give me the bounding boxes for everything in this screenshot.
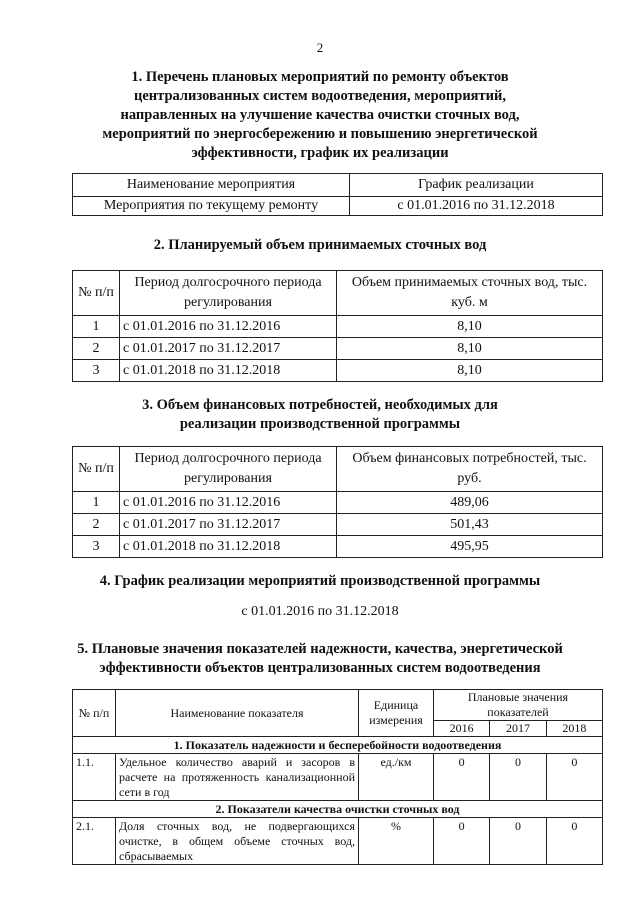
year-header: 2017 (490, 721, 546, 737)
section1-title-line: централизованных систем водоотведения, мероприятий, (134, 88, 506, 104)
header-cell: График реализации (350, 174, 603, 197)
section3-title-line: 3. Объем финансовых потребностей, необходимых для (142, 397, 498, 413)
table-cell: с 01.01.2018 по 31.12.2018 (120, 360, 337, 382)
table-cell: 3 (73, 536, 120, 558)
table-cell: с 01.01.2016 по 31.12.2018 (350, 197, 603, 216)
header-cell: Объем принимаемых сточных вод, тыс. куб. м (337, 271, 603, 316)
section5-title-line: эффективности объектов централизованных систем водоотведения (99, 660, 541, 676)
table-header-row (73, 271, 603, 316)
table-cell: 0 (546, 754, 602, 801)
group-title: 1. Показатель надежности и бесперебойности водоотведения (73, 737, 603, 754)
section3-table (72, 446, 603, 558)
table-cell: 489,06 (337, 492, 603, 514)
table-cell: 501,43 (337, 514, 603, 536)
table-row (73, 338, 603, 360)
table-cell: 0 (546, 818, 602, 865)
table-cell: 0 (434, 818, 490, 865)
year-header: 2018 (546, 721, 602, 737)
table-row (73, 754, 603, 801)
table-cell: 1.1. (73, 754, 116, 801)
header-cell: Период долгосрочного периода регулирования (120, 271, 337, 316)
header-cell: № п/п (73, 447, 120, 492)
table-cell: 0 (490, 818, 546, 865)
group-row (73, 801, 603, 818)
table-cell: 2 (73, 338, 120, 360)
table-cell: 2 (73, 514, 120, 536)
section1-title (0, 68, 640, 163)
section3-title (0, 396, 640, 434)
table-cell: 1 (73, 492, 120, 514)
header-cell: Период долгосрочного периода регулирования (120, 447, 337, 492)
table-header-row (73, 690, 603, 721)
table-cell: 2.1. (73, 818, 116, 865)
section5-title (0, 640, 640, 678)
table-header-row (73, 447, 603, 492)
section4-period: с 01.01.2016 по 31.12.2018 (241, 604, 399, 619)
table-cell: 8,10 (337, 338, 603, 360)
table-cell: % (359, 818, 434, 865)
group-row (73, 737, 603, 754)
table-cell: с 01.01.2017 по 31.12.2017 (120, 514, 337, 536)
section4-title: 4. График реализации мероприятий производственной программы (99, 573, 541, 589)
table-cell: 8,10 (337, 360, 603, 382)
table-cell: 8,10 (337, 316, 603, 338)
table-cell: с 01.01.2016 по 31.12.2016 (120, 492, 337, 514)
section5-title-line: 5. Плановые значения показателей надежности, качества, энергетической (77, 641, 563, 657)
page-number: 2 (316, 40, 324, 55)
table-cell: Удельное количество аварий и засоров в расчете на протяженность канализационной сети в год (116, 754, 359, 801)
table-cell: 0 (490, 754, 546, 801)
header-cell: Объем финансовых потребностей, тыс. руб. (337, 447, 603, 492)
table-cell: с 01.01.2018 по 31.12.2018 (120, 536, 337, 558)
header-cell: № п/п (73, 690, 116, 737)
table-row (73, 492, 603, 514)
header-cell: Плановые значения показателей (434, 690, 603, 721)
table-header-row (73, 174, 603, 197)
table-cell: 495,95 (337, 536, 603, 558)
table-cell: 1 (73, 316, 120, 338)
table-cell: с 01.01.2017 по 31.12.2017 (120, 338, 337, 360)
section1-title-line: мероприятий по энергосбережению и повышению энергетической (102, 126, 538, 142)
section1-title-line: эффективности, график их реализации (191, 145, 449, 161)
table-cell: 3 (73, 360, 120, 382)
table-row (73, 360, 603, 382)
header-cell: Единица измерения (359, 690, 434, 737)
table-cell: ед./км (359, 754, 434, 801)
year-header: 2016 (434, 721, 490, 737)
header-cell: № п/п (73, 271, 120, 316)
table-row (73, 536, 603, 558)
table-row (73, 818, 603, 865)
group-title: 2. Показатели качества очистки сточных вод (73, 801, 603, 818)
table-cell: с 01.01.2016 по 31.12.2016 (120, 316, 337, 338)
section1-title-line: 1. Перечень плановых мероприятий по ремонту объектов (131, 69, 509, 85)
table-cell: Мероприятия по текущему ремонту (73, 197, 350, 216)
header-cell: Наименование показателя (116, 690, 359, 737)
table-cell: 0 (434, 754, 490, 801)
table-row (73, 514, 603, 536)
section1-title-line: направленных на улучшение качества очистки сточных вод, (120, 107, 520, 123)
section1-table (72, 173, 603, 216)
table-row (73, 316, 603, 338)
section2-title: 2. Планируемый объем принимаемых сточных вод (153, 237, 487, 253)
section5-table (72, 689, 603, 865)
section3-title-line: реализации производственной программы (179, 416, 461, 432)
header-cell: Наименование мероприятия (73, 174, 350, 197)
table-cell: Доля сточных вод, не подвергающихся очистке, в общем объеме сточных вод, сбрасываемых (116, 818, 359, 865)
table-row (73, 197, 603, 216)
section2-table (72, 270, 603, 382)
